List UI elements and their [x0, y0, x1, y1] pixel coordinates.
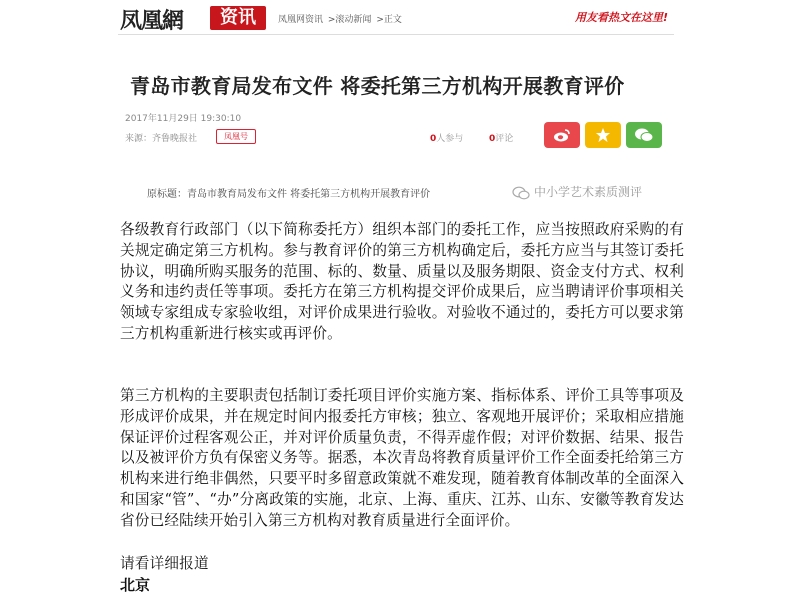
site-logo[interactable]: 凤凰網	[120, 8, 184, 34]
wechat-watermark-icon	[512, 186, 530, 200]
publish-datetime: 2017年11月29日 19:30:10	[125, 114, 242, 124]
watermark-text: 中小学艺术素质测评	[534, 185, 643, 199]
favorite-button[interactable]	[585, 122, 621, 148]
comments-label: 评论	[495, 134, 514, 144]
wechat-icon	[634, 127, 654, 143]
source-badge[interactable]: 凤凰号	[216, 129, 256, 144]
comments-count: 0	[489, 134, 496, 144]
article-paragraph-2: 第三方机构的主要职责包括制订委托项目评价实施方案、指标体系、评价工具等事项及形成评价成果，并在规定时间内报委托方审核；独立、客观地开展评价；采取相应措施保证评价过程客观公正，并对评价质量负责，不得弄虚作假；对评价数据、结果、报告以及被评价方负有保密义务等。据悉，本次青岛将教育质量评价工作全面委托给第三方机构来进行绝非偶然，只要平时多留意政策就不难发现，随着教育体制改革的全面深入和国家“管”、“办”分离政策的实施，北京、上海、重庆、江苏、山东、安徽等教育发达省份已经陆续开始引入第三方机构对教育质量进行全面评价。	[120, 387, 684, 529]
article-source	[125, 131, 197, 144]
article-paragraph-1: 各级教育行政部门（以下简称委托方）组织本部门的委托工作，应当按照政府采购的有关规定确定第三方机构。参与教育评价的第三方机构确定后，委托方应当与其签订委托协议，明确所购买服务的范围、标的、数量、质量以及服务期限、资金支付方式、权利义务和违约责任等事项。委托方在第三方机构提交评价成果后，应当聘请评价事项相关领域专家组成专家验收组，对评价成果进行验收。对验收不通过的，委托方可以要求第三方机构重新进行核实或再评价。	[120, 221, 684, 342]
article-title: 青岛市教育局发布文件 将委托第三方机构开展教育评价	[130, 74, 625, 98]
watermark	[512, 183, 642, 200]
comments-stat[interactable]	[489, 131, 513, 144]
header-divider	[118, 34, 674, 35]
weibo-icon	[553, 128, 571, 142]
participants-label: 人参与	[436, 134, 464, 144]
breadcrumb-home[interactable]: 凤凰网资讯	[278, 15, 324, 25]
channel-badge[interactable]: 资讯	[210, 6, 266, 30]
share-weibo-button[interactable]	[544, 122, 580, 148]
original-title: 原标题：青岛市教育局发布文件 将委托第三方机构开展教育评价	[147, 189, 431, 200]
read-more-link[interactable]: 请看详细报道	[120, 555, 209, 572]
share-wechat-button[interactable]	[626, 122, 662, 148]
breadcrumb	[278, 12, 404, 25]
site-header	[118, 0, 674, 34]
source-name[interactable]: 齐鲁晚报社	[152, 134, 198, 144]
breadcrumb-rolling-news[interactable]: >滚动新闻	[327, 15, 372, 25]
participants-count: 0	[430, 134, 437, 144]
section-heading: 北京	[120, 576, 151, 594]
star-icon	[595, 127, 611, 143]
breadcrumb-current: >正文	[376, 15, 402, 25]
source-label: 来源：	[125, 134, 153, 144]
promo-link[interactable]: 用友看热文在这里!	[574, 11, 668, 24]
participants-stat[interactable]	[430, 131, 463, 144]
